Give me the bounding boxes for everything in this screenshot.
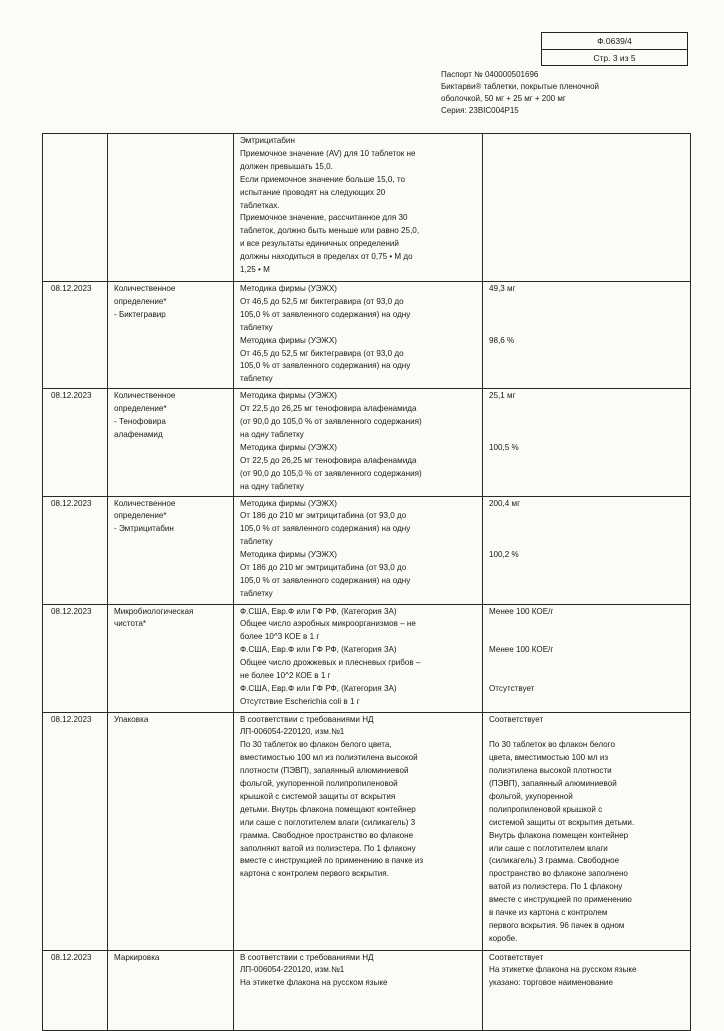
- method-requirement: Ф.США, Евр.Ф или ГФ РФ, (Категория 3А): [240, 683, 397, 693]
- result-value-cell: [483, 950, 691, 1030]
- passport-number: Паспорт № 040000501696: [441, 70, 539, 79]
- method-requirement: на одну таблетку: [240, 481, 304, 491]
- result-value: или саше с поглотителем влаги: [489, 843, 608, 853]
- result-value: [489, 523, 686, 536]
- test-date: 08.12.2023: [51, 952, 92, 962]
- method-requirement: заполняют ватой из полиэстера. По 1 флакону: [240, 843, 416, 853]
- method-requirement: 105,0 % от заявленного содержания) на одну: [240, 361, 411, 371]
- method-requirement: 105,0 % от заявленного содержания) на одну: [240, 309, 411, 319]
- result-value: Соответствует: [489, 714, 544, 724]
- result-value: [489, 322, 686, 335]
- test-date-cell: [43, 134, 108, 282]
- test-date: 08.12.2023: [51, 391, 92, 401]
- result-value: 98,6 %: [489, 335, 515, 345]
- result-value: вместе с инструкцией по применению: [489, 895, 632, 905]
- method-requirement: вместимостью 100 мл из полиэтилена высокой: [240, 753, 418, 763]
- test-name-cell: [108, 950, 234, 1030]
- method-requirement: По 30 таблеток во флакон белого цвета,: [240, 740, 392, 750]
- test-name-cell: [108, 604, 234, 712]
- result-value: 49,3 мг: [489, 284, 516, 293]
- row-assay-tenofovir: [43, 389, 691, 496]
- method-requirement: Общее число аэробных микроорганизмов – не: [240, 619, 416, 629]
- page-number: Стр. 3 из 5: [542, 49, 687, 66]
- method-requirement-cell: [234, 282, 483, 389]
- result-value-cell: [483, 496, 691, 604]
- method-requirement: В соответствии с требованиями НД: [240, 952, 374, 962]
- method-requirement: 105,0 % от заявленного содержания) на одну: [240, 575, 411, 585]
- method-requirement: 1,25 • М: [240, 265, 270, 275]
- test-date-cell: [43, 712, 108, 950]
- test-name: Маркировка: [114, 952, 160, 962]
- test-name: определение*: [114, 511, 167, 521]
- method-requirement: От 46,5 до 52,5 мг биктегравира (от 93,0 до: [240, 348, 404, 358]
- method-requirement-cell: [234, 134, 483, 282]
- method-requirement-cell: [234, 950, 483, 1030]
- test-date-cell: [43, 950, 108, 1030]
- test-name-cell: [108, 389, 234, 496]
- method-requirement: фольгой, укупоренной полипропиленовой: [240, 779, 398, 789]
- batch-series: Серия: 23BIC004P15: [441, 106, 519, 115]
- method-requirement: таблеток, должно быть меньше или равно 25,0,: [240, 226, 420, 236]
- result-value: 100,2 %: [489, 550, 519, 560]
- method-requirement-cell: [234, 496, 483, 604]
- test-name: - Эмтрицитабин: [114, 524, 174, 534]
- test-name-cell: [108, 712, 234, 950]
- result-value: коробе.: [489, 933, 518, 943]
- row-packaging: [43, 712, 691, 950]
- result-value: [489, 631, 686, 644]
- passport-header: [441, 69, 681, 117]
- result-value: указано: торговое наименование: [489, 978, 613, 988]
- test-name: Количественное: [114, 498, 176, 508]
- method-requirement: более 10^3 КОЕ в 1 г: [240, 632, 320, 642]
- method-requirement: (от 90,0 до 105,0 % от заявленного содержания): [240, 468, 422, 478]
- result-value: первого вскрытия. 96 пачек в одном: [489, 921, 625, 930]
- result-value: 25,1 мг: [489, 391, 516, 401]
- method-requirement: Ф.США, Евр.Ф или ГФ РФ, (Категория 3А): [240, 606, 397, 616]
- form-code: Ф.0639/4: [597, 36, 632, 46]
- result-value: Менее 100 КОЕ/г: [489, 606, 554, 616]
- result-value: [489, 296, 686, 309]
- method-requirement: От 46,5 до 52,5 мг биктегравира (от 93,0 до: [240, 296, 404, 306]
- method-requirement: должны находиться в пределах от 0,75 • М до: [240, 252, 413, 262]
- product-name: Биктарви® таблетки, покрытые пленочной: [441, 82, 600, 91]
- method-requirement: От 22,5 до 26,25 мг тенофовира алафенамида: [240, 404, 417, 414]
- result-value: [489, 309, 686, 322]
- result-value: 200,4 мг: [489, 498, 521, 508]
- method-requirement: Ф.США, Евр.Ф или ГФ РФ, (Категория 3А): [240, 645, 397, 655]
- method-requirement: плотности (ПЭВП), запаянный алюминиевой: [240, 766, 409, 776]
- method-requirement: не более 10^2 КОЕ в 1 г: [240, 671, 331, 681]
- method-requirement: таблетках.: [240, 200, 280, 210]
- row-labeling: [43, 950, 691, 1030]
- method-requirement: таблетку: [240, 588, 273, 598]
- result-value: в пачке из картона с контролем: [489, 908, 608, 918]
- method-requirement: 105,0 % от заявленного содержания) на одну: [240, 524, 411, 534]
- test-date: 08.12.2023: [51, 284, 92, 293]
- test-name: чистота*: [114, 619, 146, 629]
- result-value: (ПЭВП), запаянный алюминиевой: [489, 779, 617, 789]
- method-requirement: детьми. Внутрь флакона помещают контейнер: [240, 804, 416, 814]
- result-value-cell: [483, 712, 691, 950]
- method-requirement: таблетку: [240, 537, 273, 547]
- method-requirement: От 186 до 210 мг эмтрицитабина (от 93,0 до: [240, 511, 407, 521]
- method-requirement: В соответствии с требованиями НД: [240, 714, 374, 724]
- result-value: [489, 429, 686, 442]
- method-requirement-cell: [234, 712, 483, 950]
- method-requirement: От 186 до 210 мг эмтрицитабина (от 93,0 до: [240, 563, 407, 573]
- form-code-box: [541, 32, 688, 66]
- result-value: цвета, вместимостью 100 мл из: [489, 753, 609, 763]
- test-date-cell: [43, 389, 108, 496]
- test-date-cell: [43, 282, 108, 389]
- test-name: - Биктегравир: [114, 309, 166, 319]
- result-value: [489, 510, 686, 523]
- row-uniformity-emtricitabine: [43, 134, 691, 282]
- test-date: [51, 135, 103, 148]
- method-requirement: ЛП-006054-220120, изм.№1: [240, 727, 345, 737]
- result-value: Соответствует: [489, 952, 544, 962]
- row-assay-emtricitabine: [43, 496, 691, 604]
- method-requirement-cell: [234, 604, 483, 712]
- test-name: - Тенофовира: [114, 417, 166, 427]
- method-requirement: Методика фирмы (УЭЖХ): [240, 550, 337, 560]
- test-name: Микробиологическая: [114, 606, 194, 616]
- method-requirement: вместе с инструкцией по применению в пачке из: [240, 856, 424, 866]
- test-date-cell: [43, 496, 108, 604]
- test-date: 08.12.2023: [51, 606, 92, 616]
- method-requirement: или саше с поглотителем влаги (силикагель) 3: [240, 817, 416, 827]
- result-value: Внутрь флакона помещен контейнер: [489, 830, 629, 840]
- method-requirement: Методика фирмы (УЭЖХ): [240, 391, 337, 401]
- test-name-cell: [108, 134, 234, 282]
- result-value-cell: [483, 282, 691, 389]
- method-requirement: Приемочное значение (AV) для 10 таблеток не: [240, 148, 416, 158]
- result-value: По 30 таблеток во флакон белого: [489, 740, 615, 750]
- method-requirement: грамма. Свободное пространство во флаконе: [240, 830, 414, 840]
- test-name: [114, 135, 229, 148]
- result-value: [489, 657, 686, 670]
- result-value: [489, 416, 686, 429]
- test-name: Упаковка: [114, 714, 149, 724]
- test-name: Количественное: [114, 284, 176, 293]
- result-value: 100,5 %: [489, 442, 519, 452]
- method-requirement: Методика фирмы (УЭЖХ): [240, 498, 337, 508]
- method-requirement: Отсутствие Escherichia coli в 1 г: [240, 696, 360, 706]
- result-value: [489, 536, 686, 549]
- test-name-cell: [108, 496, 234, 604]
- result-value: полиэтилена высокой плотности: [489, 766, 612, 776]
- method-requirement: крышкой с системой защиты от вскрытия: [240, 791, 396, 801]
- method-requirement: должен превышать 15,0.: [240, 161, 333, 171]
- method-requirement: Если приемочное значение больше 15,0, то: [240, 174, 406, 184]
- result-value: [489, 403, 686, 416]
- method-requirement: таблетку: [240, 322, 273, 332]
- result-value: системой защиты от вскрытия детьми.: [489, 817, 635, 827]
- method-requirement: испытание проводят на следующих 20: [240, 187, 386, 197]
- product-dosage: оболочкой, 50 мг + 25 мг + 200 мг: [441, 94, 566, 103]
- result-value: [489, 135, 686, 148]
- row-microbiological-purity: [43, 604, 691, 712]
- method-requirement: таблетку: [240, 374, 273, 384]
- result-value: Менее 100 КОЕ/г: [489, 645, 554, 655]
- result-value: пространство во флаконе заполнено: [489, 869, 628, 879]
- test-date: 08.12.2023: [51, 714, 92, 724]
- result-value: (силикагель) 3 грамма. Свободное: [489, 856, 620, 866]
- method-requirement-cell: [234, 389, 483, 496]
- analysis-table: [42, 133, 691, 1031]
- method-requirement: Эмтрицитабин: [240, 136, 295, 145]
- test-name: Количественное: [114, 391, 176, 401]
- result-value: [489, 618, 686, 631]
- result-value: полипропиленовой крышкой с: [489, 804, 603, 814]
- method-requirement: От 22,5 до 26,25 мг тенофовира алафенамида: [240, 455, 417, 465]
- result-value-cell: [483, 134, 691, 282]
- test-name-cell: [108, 282, 234, 389]
- method-requirement: Методика фирмы (УЭЖХ): [240, 284, 337, 293]
- method-requirement: картона с контролем первого вскрытия.: [240, 869, 389, 879]
- method-requirement: Приемочное значение, рассчитанное для 30: [240, 213, 408, 223]
- result-value: ватой из полиэстера. По 1 флакону: [489, 882, 623, 892]
- test-name: алафенамид: [114, 429, 163, 439]
- method-requirement: Методика фирмы (УЭЖХ): [240, 335, 337, 345]
- result-value-cell: [483, 604, 691, 712]
- result-value: [489, 726, 686, 739]
- test-date-cell: [43, 604, 108, 712]
- result-value: На этикетке флакона на русском языке: [489, 965, 637, 975]
- result-value: Отсутствует: [489, 683, 535, 693]
- test-name: определение*: [114, 404, 167, 414]
- method-requirement: ЛП-006054-220120, изм.№1: [240, 965, 345, 975]
- row-assay-bictegravir: [43, 282, 691, 389]
- method-requirement: Методика фирмы (УЭЖХ): [240, 442, 337, 452]
- method-requirement: На этикетке флакона на русском языке: [240, 978, 388, 988]
- method-requirement: (от 90,0 до 105,0 % от заявленного содержания): [240, 417, 422, 427]
- result-value: [489, 670, 686, 683]
- method-requirement: и все результаты единичных определений: [240, 239, 399, 249]
- test-date: 08.12.2023: [51, 498, 92, 508]
- result-value: фольгой, укупоренной: [489, 791, 573, 801]
- result-value-cell: [483, 389, 691, 496]
- test-name: определение*: [114, 296, 167, 306]
- method-requirement: на одну таблетку: [240, 429, 304, 439]
- method-requirement: Общее число дрожжевых и плесневых грибов –: [240, 658, 421, 668]
